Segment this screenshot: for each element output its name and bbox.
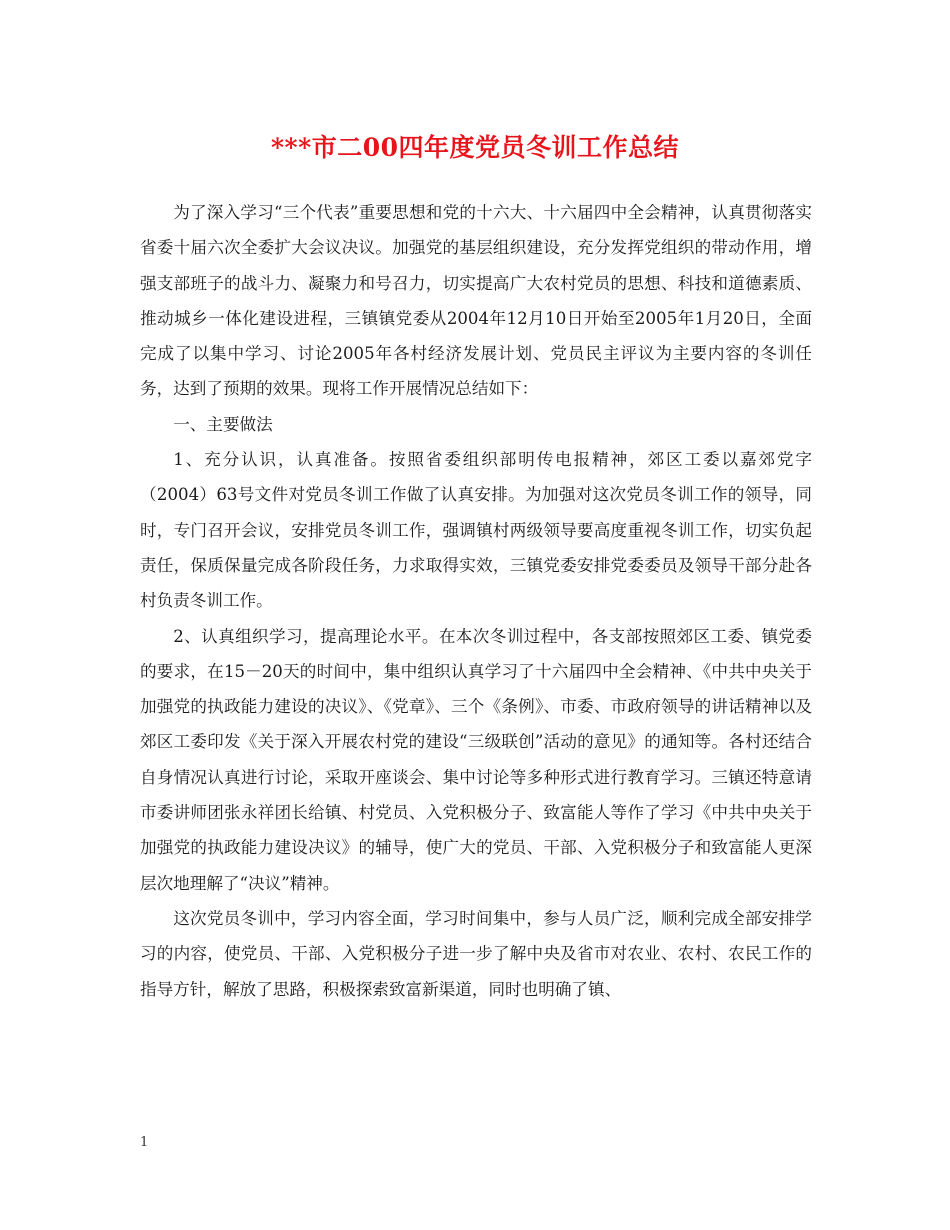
paragraph-summary: 这次党员冬训中，学习内容全面，学习时间集中，参与人员广泛，顺利完成全部安排学习的内容，使党员、干部、入党积极分子进一步了解中央及省市对农业、农村、农民工作的指导方针，解放了思路，积极探索致富新渠道，同时也明确了镇、 (140, 908, 812, 999)
section-heading-main-practices: 一、主要做法 (173, 414, 273, 434)
paragraph-item-1: 1、充分认识，认真准备。按照省委组织部明传电报精神，郊区工委以嘉郊党字（2004）63号文件对党员冬训工作做了认真安排。为加强对这次党员冬训工作的领导，同时，专门召开会议，安排党员冬训工作，强调镇村两级领导要高度重视冬训工作，切实负起责任，保质保量完成各阶段任务，力求取得实效，三镇党委安排党委委员及领导干部分赴各村负责冬训工作。 (140, 450, 812, 611)
document-title: ***市二00四年度党员冬训工作总结 (270, 133, 679, 162)
document-body (140, 195, 812, 1007)
paragraph-item-2: 2、认真组织学习，提高理论水平。在本次冬训过程中，各支部按照郊区工委、镇党委的要求，在15－20天的时间中，集中组织认真学习了十六届四中全会精神、《中共中央关于加强党的执政能力建设的决议》、《党章》、三个《条例》、市委、市政府领导的讲话精神以及郊区工委印发《关于深入开展农村党的建设“三级联创”活动的意见》的通知等。各村还结合自身情况认真进行讨论，采取开座谈会、集中讨论等多种形式进行教育学习。三镇还特意请市委讲师团张永祥团长给镇、村党员、入党积极分子、致富能人等作了学习《中共中央关于加强党的执政能力建设决议》的辅导，使广大的党员、干部、入党积极分子和致富能人更深层次地理解了“决议”精神。 (140, 626, 812, 893)
page-number: 1 (140, 1135, 149, 1150)
paragraph-intro: 为了深入学习“三个代表”重要思想和党的十六大、十六届四中全会精神，认真贯彻落实省委十届六次全委扩大会议决议。加强党的基层组织建设，充分发挥党组织的带动作用，增强支部班子的战斗力、凝聚力和号召力，切实提高广大农村党员的思想、科技和道德素质、推动城乡一体化建设进程，三镇镇党委从2004年12月10日开始至2005年1月20日，全面完成了以集中学习、讨论2005年各村经济发展计划、党员民主评议为主要内容的冬训任务，达到了预期的效果。现将工作开展情况总结如下： (140, 203, 812, 399)
